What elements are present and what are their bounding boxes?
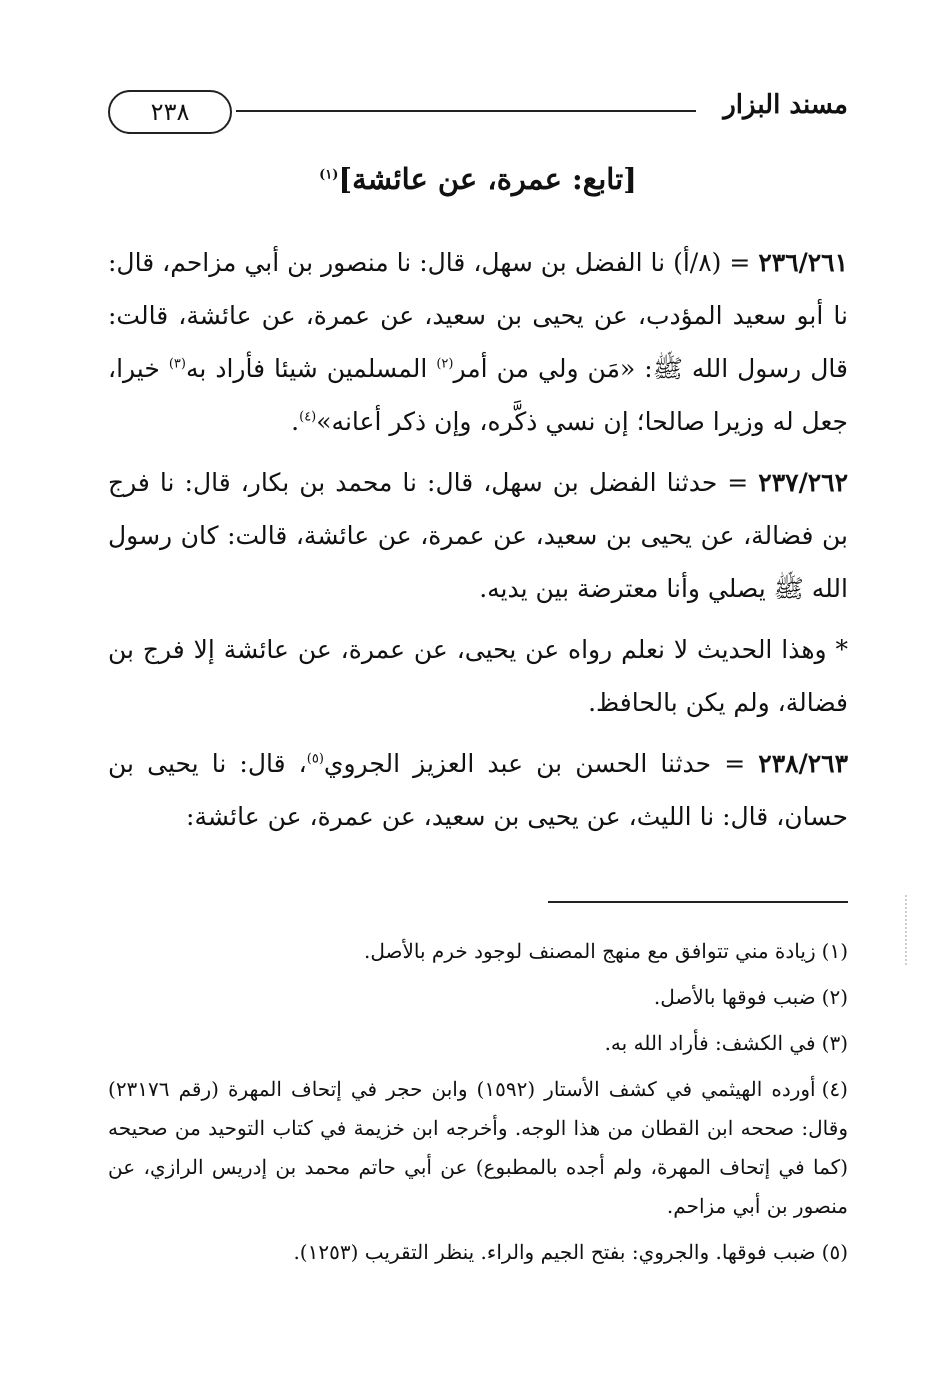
hadith-text: المسلمين شيئا فأراد به [185, 354, 437, 383]
footnote-number: (٣) [821, 1031, 848, 1055]
hadith-paragraph [108, 236, 848, 448]
footnote [108, 932, 848, 971]
footnote-number: (١) [821, 939, 848, 963]
footnote [108, 1233, 848, 1272]
section-heading-text: [تابع: عمرة، عن عائشة] [338, 162, 637, 196]
hadith-number: ٢٣٨/٢٦٣ [758, 749, 848, 778]
hadith-text: . [291, 407, 300, 436]
hadith-number: ٢٣٧/٢٦٢ [758, 468, 848, 497]
section-heading [108, 162, 848, 196]
footnote [108, 1070, 848, 1226]
hadith-text: ، قال: نا يحيى بن حسان، قال: نا الليث، عن يحيى بن سعيد، عن عمرة، عن عائشة: [108, 749, 848, 831]
body-text [108, 236, 848, 851]
hadith-text: خيرا، جعل له وزيرا صالحا؛ إن نسي ذكَّره، وإن ذكر أعانه» [108, 354, 848, 436]
running-title: مسند البزار [723, 90, 848, 120]
footnote-marker: (٥) [306, 751, 324, 767]
footnote-marker: (٢) [436, 356, 454, 372]
footnote-marker: (٣) [168, 356, 186, 372]
footnote-marker: (٤) [299, 409, 317, 425]
footnote-text: ضبب فوقها. والجروي: بفتح الجيم والراء. ينظر التقريب (١٢٥٣). [293, 1240, 816, 1264]
footnote-text: في الكشف: فأراد الله به. [604, 1031, 816, 1055]
page-number-badge [108, 90, 232, 134]
footnote-number: (٢) [821, 985, 848, 1009]
page-header [108, 86, 848, 136]
footnote-marker: (١) [319, 167, 339, 183]
margin-dots [905, 895, 911, 965]
hadith-paragraph [108, 737, 848, 843]
commentary-text: * وهذا الحديث لا نعلم رواه عن يحيى، عن عمرة، عن عائشة إلا فرج بن فضالة، ولم يكن بالحافظ. [108, 635, 848, 717]
hadith-text: = حدثنا الفضل بن سهل، قال: نا محمد بن بكار، قال: نا فرج بن فضالة، عن يحيى بن سعيد، عن عمرة، عن عائشة، قالت: كان رسول الله ﷺ يصلي وأنا معترضة بين يديه. [108, 468, 848, 603]
hadith-text: = (٨/أ) نا الفضل بن سهل، قال: نا منصور بن أبي مزاحم، قال: نا أبو سعيد المؤدب، عن يحيى بن سعيد، عن عمرة، عن عائشة، قالت: قال رسول الله ﷺ: «مَن ولي من أمر [108, 248, 848, 383]
footnote-separator [548, 901, 848, 903]
header-rule [236, 110, 696, 112]
footnote-text: ضبب فوقها بالأصل. [653, 985, 816, 1009]
hadith-number: ٢٣٦/٢٦١ [758, 248, 849, 277]
footnote-text: زيادة مني تتوافق مع منهج المصنف لوجود خرم بالأصل. [364, 939, 816, 963]
footnotes [108, 932, 848, 1279]
footnote [108, 1024, 848, 1063]
commentary-paragraph [108, 623, 848, 729]
footnote-number: (٥) [821, 1240, 848, 1264]
footnote [108, 978, 848, 1017]
footnote-number: (٤) [821, 1077, 848, 1101]
footnote-text: أورده الهيثمي في كشف الأستار (١٥٩٢) وابن حجر في إتحاف المهرة (رقم ٢٣١٧٦) وقال: صححه ابن القطان من هذا الوجه. وأخرجه ابن خزيمة في كتاب التوحيد من صحيحه (كما في إتحاف المهرة، ولم أجده بالمطبوع) عن أبي حاتم محمد بن إدريس الرازي، عن منصور بن أبي مزاحم. [108, 1077, 848, 1218]
page-number: ٢٣٨ [150, 98, 190, 126]
hadith-text: = حدثنا الحسن بن عبد العزيز الجروي [323, 749, 746, 778]
hadith-paragraph [108, 456, 848, 615]
